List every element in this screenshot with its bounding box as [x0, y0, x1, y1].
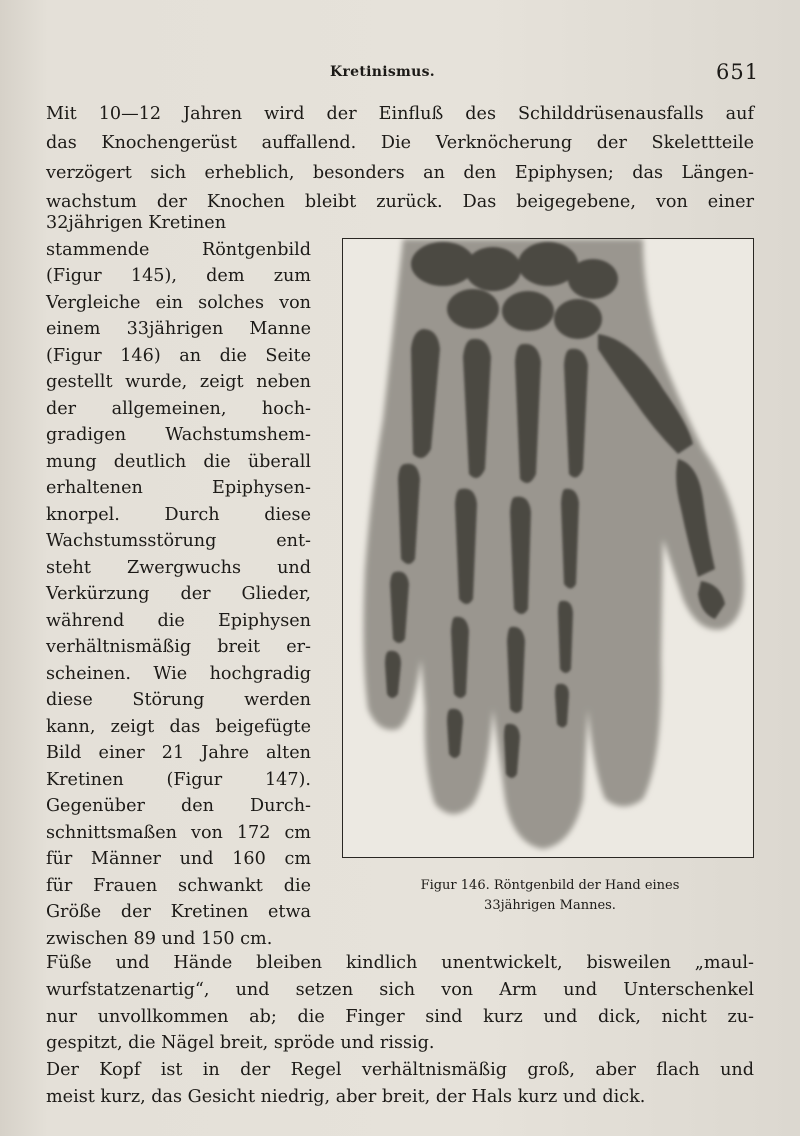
text-line: verzögert sich erheblich, besonders an den Epiphysen; das Längen- — [46, 162, 754, 183]
text-line: Verkürzung der Glieder, — [46, 584, 311, 604]
text-line: erhaltenen Epiphysen- — [46, 478, 311, 498]
text-line: nur unvollkommen ab; die Finger sind kurz und dick, nicht zu- — [46, 1006, 754, 1027]
text-line: scheinen. Wie hochgradig — [46, 663, 311, 684]
text-line: steht Zwergwuchs und — [46, 557, 311, 578]
text-line: wurfstatzenartig“, und setzen sich von Arm und Unterschenkel — [46, 979, 754, 1000]
text-line: verhältnismäßig breit er- — [46, 637, 311, 657]
xray-hand-image — [343, 239, 752, 856]
text-line: Größe der Kretinen etwa — [46, 902, 311, 922]
text-line: kann, zeigt das beigefügte — [46, 716, 311, 737]
xray-figure — [342, 238, 754, 858]
text-line: das Knochengerüst auffallend. Die Verknöcherung der Skelettteile — [46, 133, 754, 154]
text-line: schnittsmaßen von 172 cm — [46, 822, 311, 843]
text-line: wachstum der Knochen bleibt zurück. Das beigegebene, von einer — [46, 191, 754, 212]
text-line: für Frauen schwankt die — [46, 875, 311, 896]
text-line: stammende Röntgenbild — [46, 239, 311, 260]
text-line: diese Störung werden — [46, 690, 311, 710]
text-line: zwischen 89 und 150 cm. — [46, 928, 273, 949]
text-line: Bild einer 21 Jahre alten — [46, 743, 311, 763]
text-line: Wachstumsstörung ent- — [46, 531, 311, 551]
text-line: für Männer und 160 cm — [46, 849, 311, 869]
text-line: gestellt wurde, zeigt neben — [46, 372, 311, 392]
caption-line: Figur 146. Röntgenbild der Hand eines — [420, 878, 680, 893]
text-line: während die Epiphysen — [46, 610, 311, 631]
caption-line: 33jährigen Mannes. — [484, 898, 616, 913]
text-line: Füße und Hände bleiben kindlich unentwickelt, bisweilen „maul- — [46, 953, 754, 973]
text-line: der allgemeinen, hoch- — [46, 398, 311, 419]
text-line: meist kurz, das Gesicht niedrig, aber breit, der Hals kurz und dick. — [46, 1087, 646, 1107]
text-line: Der Kopf ist in der Regel verhältnismäßig groß, aber flach und — [46, 1060, 754, 1081]
text-line: Vergleiche ein solches von — [46, 292, 311, 313]
text-line: einem 33jährigen Manne — [46, 319, 311, 339]
text-line: gespitzt, die Nägel breit, spröde und rissig. — [46, 1033, 435, 1054]
figure-caption — [352, 876, 748, 916]
text-line: gradigen Wachstumshem- — [46, 425, 311, 445]
text-line: knorpel. Durch diese — [46, 504, 311, 525]
text-line: Kretinen (Figur 147). — [46, 769, 311, 790]
text-line: (Figur 146) an die Seite — [46, 345, 311, 366]
text-line: 32jährigen Kretinen — [46, 213, 227, 233]
running-title: Kretinismus. — [330, 64, 435, 80]
text-line: (Figur 145), dem zum — [46, 266, 311, 286]
text-line: Mit 10—12 Jahren wird der Einfluß des Schilddrüsenausfalls auf — [46, 104, 754, 124]
text-line: Gegenüber den Durch- — [46, 796, 311, 816]
text-line: mung deutlich die überall — [46, 451, 311, 472]
page-number: 651 — [716, 60, 760, 84]
